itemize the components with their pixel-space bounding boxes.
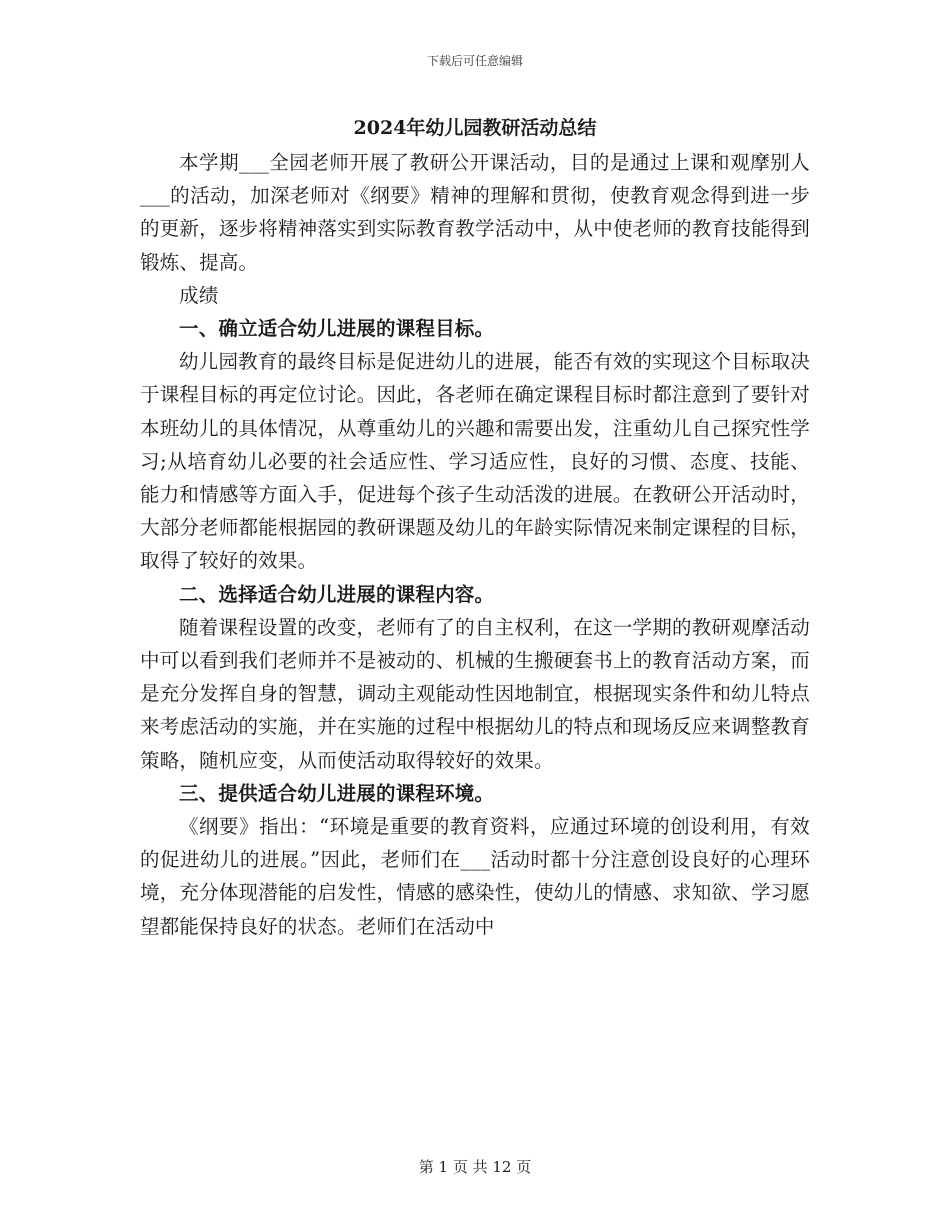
section-heading-3: 三、提供适合幼儿进展的课程环境。 xyxy=(179,781,495,805)
section-heading-1: 一、确立适合幼儿进展的课程目标。 xyxy=(179,317,495,341)
intro-paragraph: 本学期___全园老师开展了教研公开课活动，目的是通过上课和观摩别人___的活动，加深老师对《纲要》精神的理解和贯彻，使教育观念得到进一步的更新，逐步将精神落实到实际教育教学活动中，从中使老师的教育技能得到锻炼、提高。 xyxy=(140,151,810,274)
page-footer: 第 1 页 共 12 页 xyxy=(418,1158,532,1176)
section-paragraph-1: 幼儿园教育的最终目标是促进幼儿的进展，能否有效的实现这个目标取决于课程目标的再定位讨论。因此，各老师在确定课程目标时都注意到了要针对本班幼儿的具体情况，从尊重幼儿的兴趣和需要出发，注重幼儿自己探究性学习;从培育幼儿必要的社会适应性、学习适应性，良好的习惯、态度、技能、能力和情感等方面入手，促进每个孩子生动活泼的进展。在教研公开活动时，大部分老师都能根据园的教研课题及幼儿的年龄实际情况来制定课程的目标，取得了较好的效果。 xyxy=(140,350,810,573)
section-paragraph-2: 随着课程设置的改变，老师有了的自主权利，在这一学期的教研观摩活动中可以看到我们老师并不是被动的、机械的生搬硬套书上的教育活动方案，而是充分发挥自身的智慧，调动主观能动性因地制宜，根据现实条件和幼儿特点来考虑活动的实施，并在实施的过程中根据幼儿的特点和现场反应来调整教育策略，随机应变，从而使活动取得较好的效果。 xyxy=(140,615,810,772)
section-paragraph-3: 《纲要》指出：“环境是重要的教育资料，应通过环境的创设利用，有效的促进幼儿的进展。”因此，老师们在___活动时都十分注意创设良好的心理环境，充分体现潜能的启发性，情感的感染性，使幼儿的情感、求知欲、学习愿望都能保持良好的状态。老师们在活动中 xyxy=(140,815,810,938)
page-header: 下载后可任意编辑 xyxy=(426,54,523,68)
achievements-label: 成绩 xyxy=(179,283,219,307)
section-heading-2: 二、选择适合幼儿进展的课程内容。 xyxy=(179,582,495,606)
document-title: 2024年幼儿园教研活动总结 xyxy=(353,117,597,139)
document-body xyxy=(140,112,810,943)
